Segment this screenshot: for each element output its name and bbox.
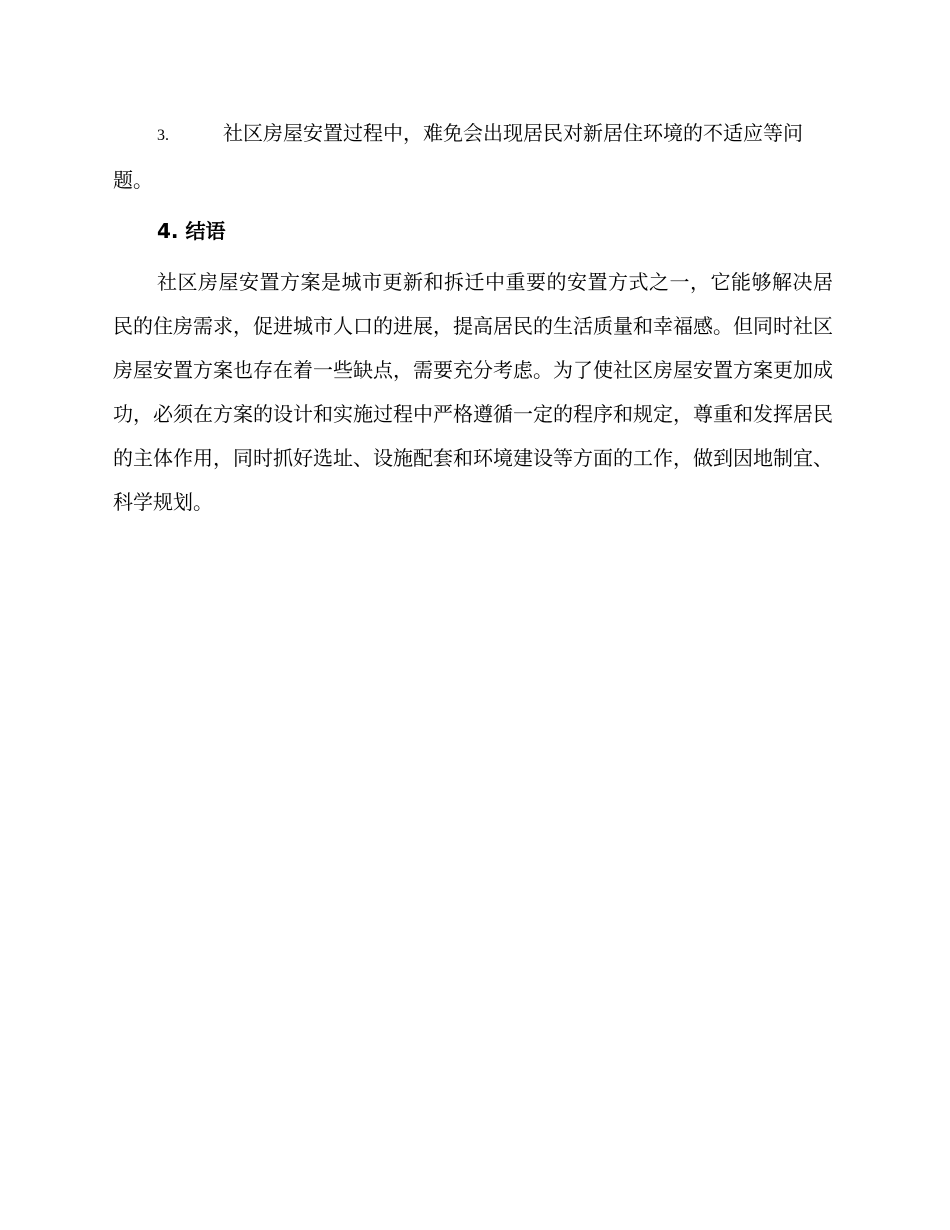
section-heading: 4. 结语 <box>157 219 226 243</box>
conclusion-paragraph: 社区房屋安置方案是城市更新和拆迁中重要的安置方式之一，它能够解决居民的住房需求，促进城市人口的进展，提高居民的生活质量和幸福感。但同时社区房屋安置方案也存在着一些缺点，需要充分考虑。为了使社区房屋安置方案更加成功，必须在方案的设计和实施过程中严格遵循一定的程序和规定，尊重和发挥居民的主体作用，同时抓好选址、设施配套和环境建设等方面的工作，做到因地制宜、科学规划。 <box>113 270 833 514</box>
list-item-3 <box>113 111 833 202</box>
document-content <box>113 111 833 524</box>
list-item-text: 社区房屋安置过程中，难免会出现居民对新居住环境的不适应等问题。 <box>113 121 803 192</box>
list-item-number: 3. <box>157 127 169 144</box>
